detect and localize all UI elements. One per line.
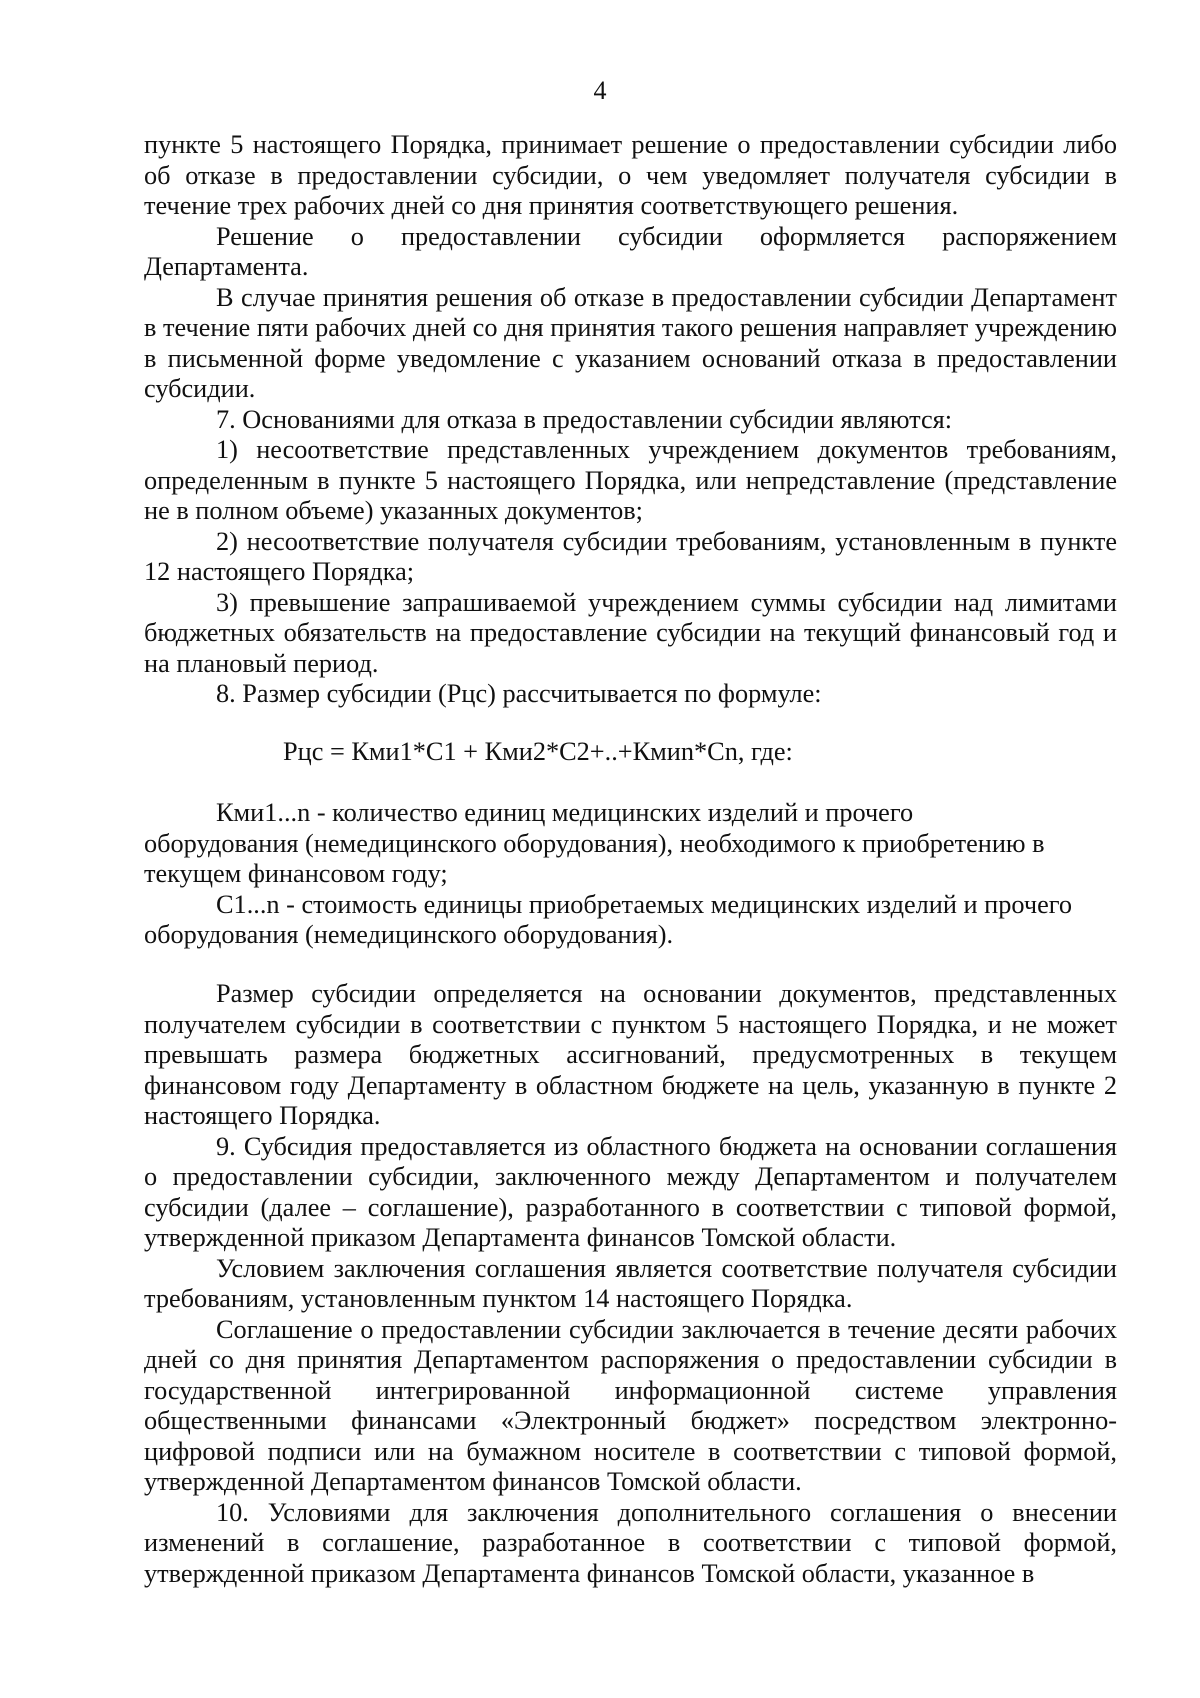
paragraph: 3) превышение запрашиваемой учреждением суммы субсидии над лимитами бюджетных обязательств на предоставление субсидии на текущий финансовый год и на плановый период. xyxy=(144,587,1117,678)
formula: Рцс = Кми1*С1 + Кми2*С2+..+Кмиn*Сn, где: xyxy=(283,737,793,766)
paragraph: 10. Условиями для заключения дополнительного соглашения о внесении изменений в соглашение, разработанное в соответствии с типовой формой, утвержденной приказом Департамента финансов Томской области, указанное в xyxy=(144,1497,1117,1588)
paragraph: В случае принятия решения об отказе в предоставлении субсидии Департамент в течение пяти рабочих дней со дня принятия такого решения направляет учреждению в письменной форме уведомление с указанием оснований отказа в предоставлении субсидии. xyxy=(144,282,1117,403)
paragraph: 8. Размер субсидии (Рцс) рассчитывается по формуле: xyxy=(216,679,822,708)
paragraph: Соглашение о предоставлении субсидии заключается в течение десяти рабочих дней со дня принятия Департаментом распоряжения о предоставлении субсидии в государственной интегрированной информационной системе управления общественными финансами «Электронный бюджет» посредством электронно-цифровой подписи или на бумажном носителе в соответствии с типовой формой, утвержденной Департаментом финансов Томской области. xyxy=(144,1314,1117,1496)
paragraph: Условием заключения соглашения является соответствие получателя субсидии требованиям, установленным пунктом 14 настоящего Порядка. xyxy=(144,1253,1117,1313)
paragraph: 7. Основаниями для отказа в предоставлении субсидии являются: xyxy=(216,404,953,434)
paragraph: 9. Субсидия предоставляется из областного бюджета на основании соглашения о предоставлении субсидии, заключенного между Департаментом и получателем субсидии (далее – соглашение), разработанного в соответствии с типовой формой, утвержденной приказом Департамента финансов Томской области. xyxy=(144,1131,1117,1252)
page-number: 4 xyxy=(593,76,607,105)
paragraph: пункте 5 настоящего Порядка, принимает решение о предоставлении субсидии либо об отказе в предоставлении субсидии, о чем уведомляет получателя субсидии в течение трех рабочих дней со дня принятия соответствующего решения. xyxy=(144,130,1117,220)
paragraph: 1) несоответствие представленных учреждением документов требованиям, определенным в пункте 5 настоящего Порядка, или непредставление (представление не в полном объеме) указанных документов; xyxy=(144,435,1117,525)
paragraph: 2) несоответствие получателя субсидии требованиям, установленным в пункте 12 настоящего Порядка; xyxy=(144,526,1117,586)
paragraph: Решение о предоставлении субсидии оформляется распоряжением Департамента. xyxy=(144,221,1117,281)
text-block-upper xyxy=(144,130,1117,710)
paragraph: Размер субсидии определяется на основании документов, представленных получателем субсидии в соответствии с пунктом 5 настоящего Порядка, и не может превышать размера бюджетных ассигнований, предусмотренных в текущем финансовом году Департаменту в областном бюджете на цель, указанную в пункте 2 настоящего Порядка. xyxy=(144,979,1117,1130)
definition: Кми1...n - количество единиц медицинских изделий и прочего оборудования (немедицинского оборудования), необходимого к приобретению в текущем финансовом году; xyxy=(144,798,1045,888)
definition: С1...n - стоимость единицы приобретаемых медицинских изделий и прочего оборудования (немедицинского оборудования). xyxy=(144,889,1073,949)
text-block-lower xyxy=(144,979,1117,1589)
formula-definitions xyxy=(144,798,1074,951)
